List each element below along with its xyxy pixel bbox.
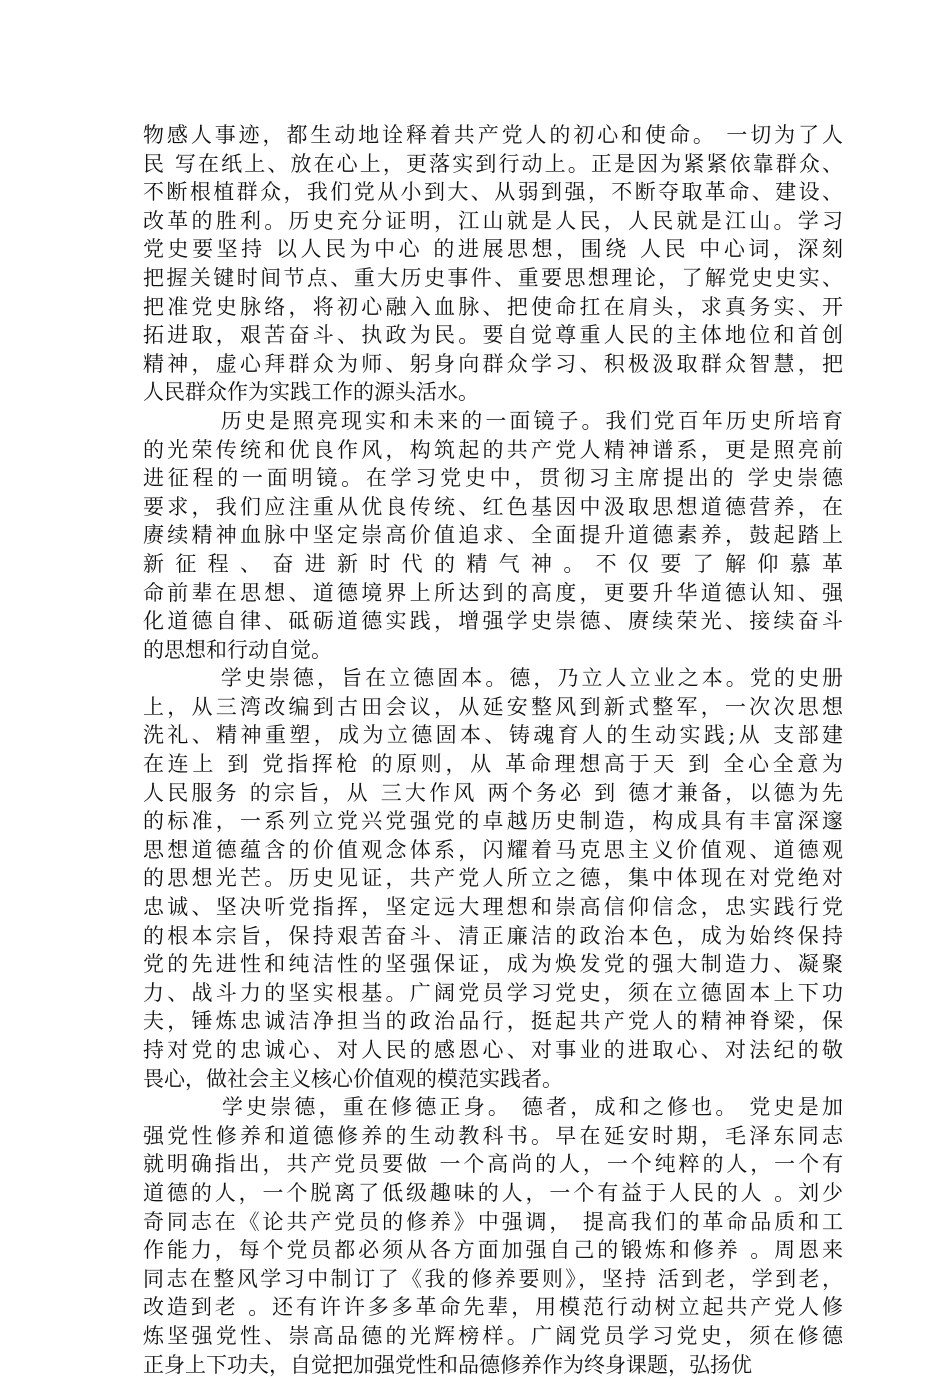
text-line: 改革的胜利。历史充分证明，江山就是人民，人民就是江山。学习 xyxy=(143,208,843,233)
text-line: 党史要坚持 以人民为中心 的进展思想，围绕 人民 中心词，深刻 xyxy=(143,237,843,262)
text-line: 畏心，做社会主义核心价值观的模范实践者。 xyxy=(143,1066,563,1091)
text-line: 的标准，一系列立党兴党强党的卓越历史制造，构成具有丰富深邃 xyxy=(143,809,843,834)
text-line: 力、战斗力的坚实根基。广阔党员学习党史，须在立德固本上下功 xyxy=(143,980,843,1005)
text-line: 历史是照亮现实和未来的一面镜子。我们党百年历史所培育 xyxy=(143,408,843,433)
text-line: 化道德自律、砥砺道德实践，增强学史崇德、赓续荣光、接续奋斗 xyxy=(143,609,843,634)
text-line: 不断根植群众，我们党从小到大、从弱到强，不断夺取革命、建设、 xyxy=(143,180,843,205)
text-line: 上，从三湾改编到古田会议，从延安整风到新式整军，一次次思想 xyxy=(143,694,843,719)
text-line: 要求，我们应注重从优良传统、红色基因中汲取思想道德营养，在 xyxy=(143,494,843,519)
text-line: 民 写在纸上、放在心上，更落实到行动上。正是因为紧紧依靠群众、 xyxy=(143,151,843,176)
text-line: 炼坚强党性、崇高品德的光辉榜样。广阔党员学习党史，须在修德 xyxy=(143,1323,843,1348)
text-line: 的根本宗旨，保持艰苦奋斗、清正廉洁的政治本色，成为始终保持 xyxy=(143,923,843,948)
text-line: 进征程的一面明镜。在学习党史中，贯彻习主席提出的 学史崇德 xyxy=(143,466,843,491)
text-line: 强党性修养和道德修养的生动教科书。早在延安时期，毛泽东同志 xyxy=(143,1123,843,1148)
text-line: 在连上 到 党指挥枪 的原则，从 革命理想高于天 到 全心全意为 xyxy=(143,752,843,777)
text-line: 思想道德蕴含的价值观念体系，闪耀着马克思主义价值观、道德观 xyxy=(143,837,843,862)
paragraph xyxy=(143,664,843,1093)
text-line: 党的先进性和纯洁性的坚强保证，成为焕发党的强大制造力、凝聚 xyxy=(143,952,843,977)
text-line: 就明确指出，共产党员要做 一个高尚的人，一个纯粹的人，一个有 xyxy=(143,1152,843,1177)
text-line: 正身上下功夫，自觉把加强党性和品德修养作为终身课题，弘扬优 xyxy=(143,1352,752,1377)
text-line: 把握关键时间节点、重大历史事件、重要思想理论，了解党史史实、 xyxy=(143,265,843,290)
text-line: 改造到老 。还有许许多多革命先辈，用模范行动树立起共产党人修 xyxy=(143,1295,843,1320)
text-line: 把准党史脉络，将初心融入血脉、把使命扛在肩头，求真务实、开 xyxy=(143,294,843,319)
text-line: 奇同志在《论共产党员的修养》中强调， 提高我们的革命品质和工 xyxy=(143,1209,843,1234)
text-line: 物感人事迹，都生动地诠释着共产党人的初心和使命。 一切为了人 xyxy=(143,123,843,147)
text-line: 新征程、奋进新时代的精气神。不仅要了解仰慕革 xyxy=(143,551,843,576)
text-line: 拓进取，艰苦奋斗、执政为民。要自觉尊重人民的主体地位和首创 xyxy=(143,323,843,348)
text-line: 夫，锤炼忠诚洁净担当的政治品行，挺起共产党人的精神脊梁，保 xyxy=(143,1009,843,1034)
text-line: 道德的人，一个脱离了低级趣味的人，一个有益于人民的人 。刘少 xyxy=(143,1180,843,1205)
text-line: 同志在整风学习中制订了《我的修养要则》，坚持 活到老，学到老， xyxy=(143,1266,843,1291)
text-line: 人民服务 的宗旨，从 三大作风 两个务必 到 德才兼备，以德为先 xyxy=(143,780,843,805)
text-line: 忠诚、坚决听党指挥，坚定远大理想和崇高信仰信念，忠实践行党 xyxy=(143,895,843,920)
text-line: 作能力，每个党员都必须从各方面加强自己的锻炼和修养 。周恩来 xyxy=(143,1238,843,1263)
paragraph xyxy=(143,121,843,407)
text-line: 赓续精神血脉中坚定崇高价值追求、全面提升道德素养，鼓起踏上 xyxy=(143,523,843,548)
body-text xyxy=(143,121,843,1379)
text-line: 精神，虚心拜群众为师、躬身向群众学习、积极汲取群众智慧，把 xyxy=(143,351,843,376)
text-line: 学史崇德，旨在立德固本。德，乃立人立业之本。党的史册 xyxy=(143,666,843,691)
text-line: 的思想和行动自觉。 xyxy=(143,637,332,662)
paragraph xyxy=(143,1093,843,1379)
text-line: 洗礼、精神重塑，成为立德固本、铸魂育人的生动实践;从 支部建 xyxy=(143,723,843,748)
text-line: 命前辈在思想、道德境界上所达到的高度，更要升华道德认知、强 xyxy=(143,580,843,605)
text-line: 的思想光芒。历史见证，共产党人所立之德，集中体现在对党绝对 xyxy=(143,866,843,891)
paragraph xyxy=(143,407,843,664)
text-line: 人民群众作为实践工作的源头活水。 xyxy=(143,380,479,405)
text-line: 持对党的忠诚心、对人民的感恩心、对事业的进取心、对法纪的敬 xyxy=(143,1038,843,1062)
text-line: 学史崇德，重在修德正身。 德者，成和之修也。 党史是加 xyxy=(143,1095,843,1120)
text-line: 的光荣传统和优良作风，构筑起的共产党人精神谱系，更是照亮前 xyxy=(143,437,843,462)
